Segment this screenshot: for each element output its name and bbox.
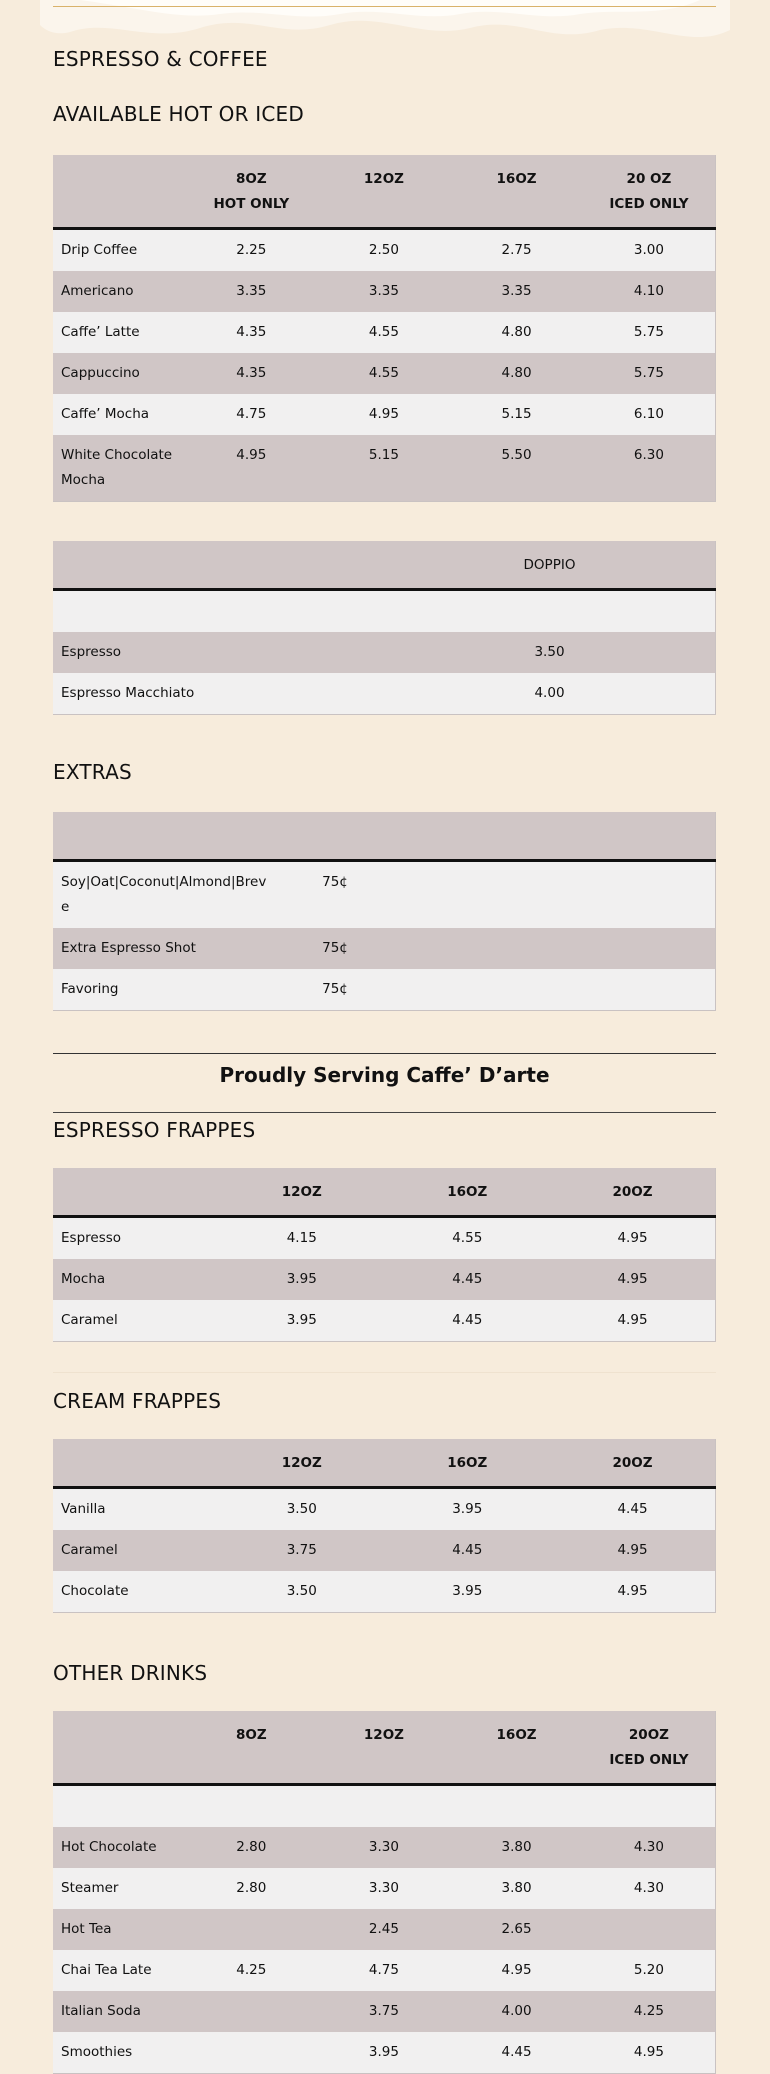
price: 3.50 [219, 1488, 385, 1531]
serving-banner-text: Proudly Serving Caffe’ D’arte [219, 1063, 550, 1087]
price: 4.45 [385, 1300, 551, 1342]
price: 4.75 [318, 1950, 451, 1991]
price: 2.80 [185, 1868, 318, 1909]
header-item [53, 155, 185, 229]
price: 2.75 [450, 229, 583, 272]
item-name: Hot Chocolate [53, 1827, 185, 1868]
table-row [53, 353, 716, 394]
price: 5.15 [450, 394, 583, 435]
item-name: Favoring [53, 969, 279, 1011]
price: 4.95 [550, 1259, 716, 1300]
price: 4.30 [583, 1827, 716, 1868]
header-size: 16OZ [385, 1439, 551, 1488]
other-drinks-table [53, 1711, 716, 2074]
item-name: Espresso [53, 1217, 219, 1260]
cream-frappes-table [53, 1439, 716, 1613]
price: 3.35 [318, 271, 451, 312]
item-name: Cappuccino [53, 353, 185, 394]
item-name: Vanilla [53, 1488, 219, 1531]
table-header-row [53, 812, 716, 861]
table-row [53, 271, 716, 312]
table-row [53, 861, 716, 929]
price: 4.45 [450, 2032, 583, 2074]
table-header-row [53, 1439, 716, 1488]
price: 4.10 [583, 271, 716, 312]
price: 4.35 [185, 312, 318, 353]
item-name: Caramel [53, 1300, 219, 1342]
price: 2.65 [450, 1909, 583, 1950]
price [185, 2032, 318, 2074]
table-row [53, 312, 716, 353]
table-row [53, 229, 716, 272]
price: 2.45 [318, 1909, 451, 1950]
price: 3.95 [385, 1488, 551, 1531]
table-row [53, 1259, 716, 1300]
price: 4.00 [384, 673, 716, 715]
price [185, 1909, 318, 1950]
table-row [53, 1530, 716, 1571]
item-name: Caffe’ Latte [53, 312, 185, 353]
cream-frappes-title: CREAM FRAPPES [53, 1389, 222, 1413]
price: 5.75 [583, 353, 716, 394]
header-size: 20 OZ ICED ONLY [583, 155, 716, 229]
price: 3.95 [318, 2032, 451, 2074]
price: 4.95 [583, 2032, 716, 2074]
price: 4.55 [318, 312, 451, 353]
price: 5.20 [583, 1950, 716, 1991]
price: 3.35 [185, 271, 318, 312]
espresso-coffee-subtitle: AVAILABLE HOT OR ICED [53, 102, 304, 126]
header-size: 12OZ [219, 1168, 385, 1217]
price: 3.50 [384, 632, 716, 673]
price: 4.25 [583, 1991, 716, 2032]
item-name: Smoothies [53, 2032, 185, 2074]
price: 3.30 [318, 1868, 451, 1909]
table-row [53, 1991, 716, 2032]
table-row [53, 1950, 716, 1991]
table-row [53, 2032, 716, 2074]
espresso-coffee-table-wrap [53, 155, 716, 502]
item-name: Americano [53, 271, 185, 312]
header-size: 12OZ [318, 1711, 451, 1785]
item-name: Hot Tea [53, 1909, 185, 1950]
item-name: White Chocolate Mocha [53, 435, 185, 502]
table-row [53, 673, 716, 715]
price: 2.50 [318, 229, 451, 272]
price: 4.00 [450, 1991, 583, 2032]
table-row [53, 1488, 716, 1531]
price: 3.75 [318, 1991, 451, 2032]
price: 75¢ [279, 928, 391, 969]
price: 4.55 [385, 1217, 551, 1260]
espresso-frappes-title: ESPRESSO FRAPPES [53, 1118, 256, 1142]
price: 3.35 [450, 271, 583, 312]
price [583, 1909, 716, 1950]
item-name: Chocolate [53, 1571, 219, 1613]
price: 3.30 [318, 1827, 451, 1868]
table-row [53, 1868, 716, 1909]
price: 2.25 [185, 229, 318, 272]
table-header-row [53, 155, 716, 229]
price: 6.10 [583, 394, 716, 435]
price: 4.45 [385, 1259, 551, 1300]
item-name: Caffe’ Mocha [53, 394, 185, 435]
price: 6.30 [583, 435, 716, 502]
price: 4.45 [385, 1530, 551, 1571]
header-size: 20OZ [550, 1168, 716, 1217]
table-row [53, 928, 716, 969]
item-name: Espresso Macchiato [53, 673, 384, 715]
table-row [53, 1827, 716, 1868]
table-row [53, 435, 716, 502]
doppio-table-wrap [53, 541, 716, 715]
header-size: 16OZ [385, 1168, 551, 1217]
other-drinks-table-wrap [53, 1711, 716, 2074]
item-name: Steamer [53, 1868, 185, 1909]
extras-table-wrap [53, 812, 716, 1011]
price: 4.95 [550, 1530, 716, 1571]
price: 4.25 [185, 1950, 318, 1991]
price: 4.95 [318, 394, 451, 435]
price: 3.80 [450, 1827, 583, 1868]
table-row [53, 1785, 716, 1828]
table-row [53, 394, 716, 435]
price: 3.75 [219, 1530, 385, 1571]
price: 4.55 [318, 353, 451, 394]
header-doppio: DOPPIO [384, 541, 716, 590]
serving-banner [53, 1053, 716, 1113]
table-row [53, 1909, 716, 1950]
extras-title: EXTRAS [53, 760, 132, 784]
price: 3.80 [450, 1868, 583, 1909]
price: 75¢ [279, 969, 391, 1011]
price: 4.95 [450, 1950, 583, 1991]
item-name: Caramel [53, 1530, 219, 1571]
table-header-row [53, 541, 716, 590]
cream-frappes-table-wrap [53, 1439, 716, 1613]
price: 4.45 [550, 1488, 716, 1531]
price: 4.95 [550, 1571, 716, 1613]
espresso-frappes-table-wrap [53, 1168, 716, 1342]
table-header-row [53, 1168, 716, 1217]
price: 4.95 [550, 1300, 716, 1342]
header-size: 8OZ [185, 1711, 318, 1785]
table-header-row [53, 1711, 716, 1785]
doppio-table [53, 541, 716, 715]
price: 3.95 [219, 1259, 385, 1300]
table-row [53, 1571, 716, 1613]
price: 3.50 [219, 1571, 385, 1613]
price: 4.80 [450, 353, 583, 394]
top-divider [53, 6, 716, 7]
other-drinks-title: OTHER DRINKS [53, 1661, 208, 1685]
header-size: 12OZ [219, 1439, 385, 1488]
table-row [53, 969, 716, 1011]
header-item [53, 541, 384, 590]
price: 3.95 [219, 1300, 385, 1342]
price: 5.15 [318, 435, 451, 502]
price: 5.50 [450, 435, 583, 502]
header-size: 20OZ [550, 1439, 716, 1488]
price: 2.80 [185, 1827, 318, 1868]
price: 4.95 [185, 435, 318, 502]
table-row [53, 1217, 716, 1260]
espresso-frappes-table [53, 1168, 716, 1342]
item-name: Extra Espresso Shot [53, 928, 279, 969]
table-row [53, 590, 716, 633]
table-row [53, 632, 716, 673]
header-size: 12OZ [318, 155, 451, 229]
header-size: 8OZ HOT ONLY [185, 155, 318, 229]
header-size: 16OZ [450, 155, 583, 229]
section-divider [53, 1372, 716, 1373]
price: 4.35 [185, 353, 318, 394]
table-row [53, 1300, 716, 1342]
item-name: Soy|Oat|Coconut|Almond|Breve [53, 861, 279, 929]
price: 4.80 [450, 312, 583, 353]
item-name: Mocha [53, 1259, 219, 1300]
item-name: Chai Tea Late [53, 1950, 185, 1991]
espresso-coffee-table [53, 155, 716, 502]
price: 3.95 [385, 1571, 551, 1613]
header-size: 20OZ ICED ONLY [583, 1711, 716, 1785]
item-name: Espresso [53, 632, 384, 673]
price: 4.15 [219, 1217, 385, 1260]
price: 75¢ [279, 861, 391, 929]
espresso-coffee-title: ESPRESSO & COFFEE [53, 47, 268, 71]
item-name: Italian Soda [53, 1991, 185, 2032]
header-size: 16OZ [450, 1711, 583, 1785]
extras-table [53, 812, 716, 1011]
price: 5.75 [583, 312, 716, 353]
price: 4.30 [583, 1868, 716, 1909]
price: 4.95 [550, 1217, 716, 1260]
item-name: Drip Coffee [53, 229, 185, 272]
price: 4.75 [185, 394, 318, 435]
price [185, 1991, 318, 2032]
price: 3.00 [583, 229, 716, 272]
